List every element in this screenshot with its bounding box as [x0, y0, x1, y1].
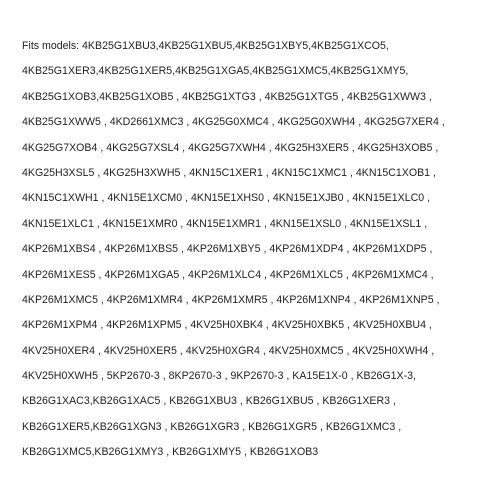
text-line-9: 4KP26M1XBS4 , 4KP26M1XBS5 , 4KP26M1XBY5 , 4KP26M1XDP4 , 4KP26M1XDP5 , — [22, 243, 433, 256]
text-line-5: 4KG25G7XOB4 , 4KG25G7XSL4 , 4KG25G7XWH4 , 4KG25H3XER5 , 4KG25H3XOB5 , — [22, 141, 439, 154]
text-line-17: KB26G1XMC5,KB26G1XMY3 , KB26G1XMY5 , KB26G1XOB3 — [22, 446, 319, 459]
text-line-8: 4KN15E1XLC1 , 4KN15E1XMR0 , 4KN15E1XMR1 , 4KN15E1XSL0 , 4KN15E1XSL1 , — [22, 217, 428, 230]
text-line-6: 4KG25H3XSL5 , 4KG25H3XWH5 , 4KN15C1XER1 , 4KN15C1XMC1 , 4KN15C1XOB1 , — [22, 166, 436, 179]
text-line-13: 4KV25H0XER4 , 4KV25H0XER5 , 4KV25H0XGR4 , 4KV25H0XMC5 , 4KV25H0XWH4 , — [22, 344, 435, 357]
text-line-16: KB26G1XER5,KB26G1XGN3 , KB26G1XGR3 , KB26G1XGR5 , KB26G1XMC3 , — [22, 420, 402, 433]
text-line-14: 4KV25H0XWH5 , 5KP2670-3 , 8KP2670-3 , 9KP2670-3 , KA15E1X-0 , KB26G1X-3, — [22, 370, 416, 383]
text-line-7: 4KN15C1XWH1 , 4KN15E1XCM0 , 4KN15E1XHS0 , 4KN15E1XJB0 , 4KN15E1XLC0 , — [22, 192, 431, 205]
text-line-12: 4KP26M1XPM4 , 4KP26M1XPM5 , 4KV25H0XBK4 , 4KV25H0XBK5 , 4KV25H0XBU4 , — [22, 319, 432, 332]
text-line-4: 4KB25G1XWW5 , 4KD2661XMC3 , 4KG25G0XMC4 , 4KG25G0XWH4 , 4KG25G7XER4 , — [22, 116, 445, 129]
fits-models-text — [22, 34, 484, 466]
text-line-2: 4KB25G1XER3,4KB25G1XER5,4KB25G1XGA5,4KB25G1XMC5,4KB25G1XMY5, — [22, 65, 409, 78]
text-line-1: Fits models: 4KB25G1XBU3,4KB25G1XBU5,4KB25G1XBY5,4KB25G1XCO5, — [22, 40, 389, 52]
text-line-10: 4KP26M1XES5 , 4KP26M1XGA5 , 4KP26M1XLC4 , 4KP26M1XLC5 , 4KP26M1XMC4 , — [22, 268, 434, 281]
text-line-15: KB26G1XAC3,KB26G1XAC5 , KB26G1XBU3 , KB26G1XBU5 , KB26G1XER3 , — [22, 395, 396, 408]
text-line-3: 4KB25G1XOB3,4KB25G1XOB5 , 4KB25G1XTG3 , 4KB25G1XTG5 , 4KB25G1XWW3 , — [22, 90, 432, 103]
text-line-11: 4KP26M1XMC5 , 4KP26M1XMR4 , 4KP26M1XMR5 , 4KP26M1XNP4 , 4KP26M1XNP5 , — [22, 293, 440, 306]
